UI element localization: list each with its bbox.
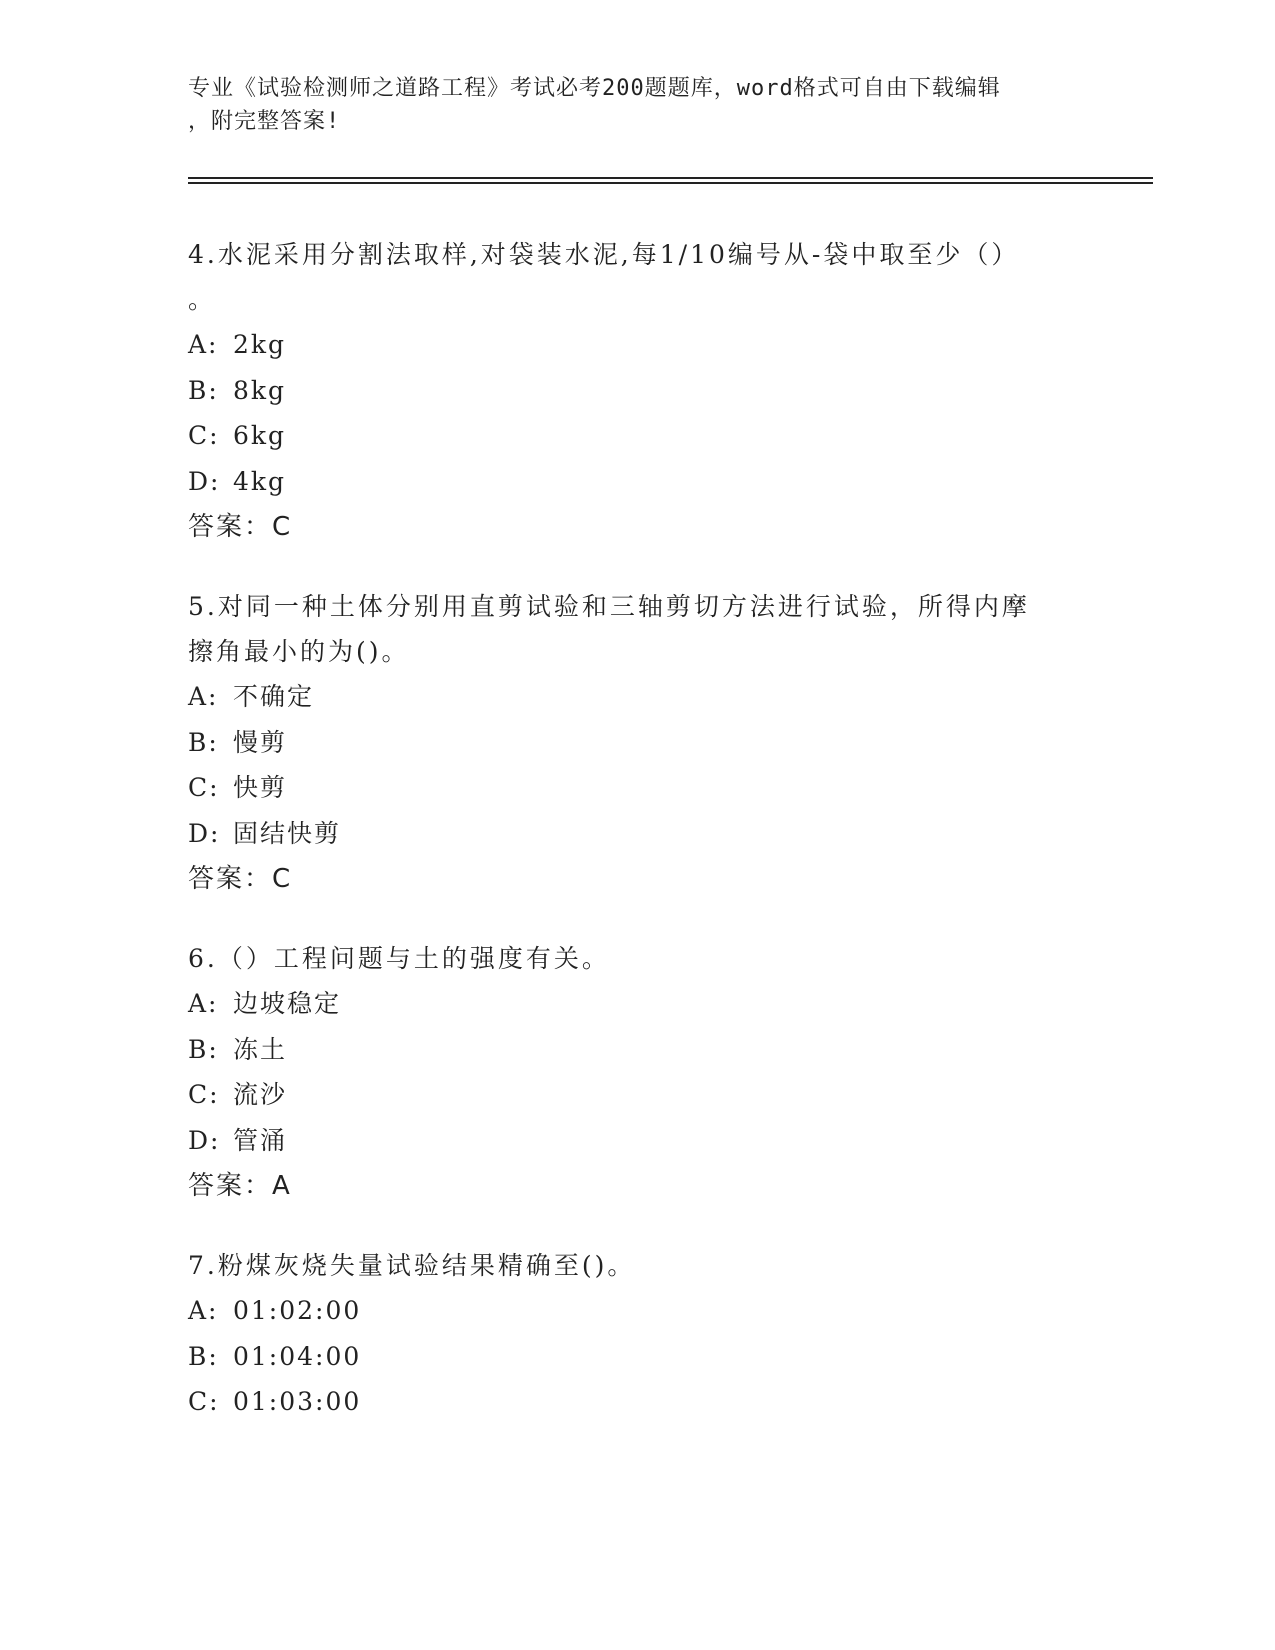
header-divider-bottom [188,182,1153,184]
question-4-answer: 答案：C [188,512,293,542]
question-7-option-b [188,1334,1088,1380]
option-key: A: [188,1296,219,1325]
question-5-option-d [188,811,1088,857]
question-5-stem-line-2: 擦角最小的为()。 [188,637,410,666]
question-7-stem-line-1: 7.粉煤灰烧失量试验结果精确至()。 [188,1251,636,1280]
option-text: 流沙 [233,1080,288,1109]
question-4-option-a [188,322,1088,368]
option-key: C: [188,1080,220,1109]
option-text: 固结快剪 [233,818,342,848]
option-key: D: [188,466,221,496]
question-6-stem-line-1: 6.（）工程问题与土的强度有关。 [188,944,610,973]
question-5-stem-line-1: 5.对同一种土体分别用直剪试验和三轴剪切方法进行试验，所得内摩 [188,592,1030,621]
option-key: B: [188,375,219,405]
option-text: 管涌 [233,1125,288,1155]
header-title-line-2: ，附完整答案! [188,109,341,134]
option-key: C: [188,773,220,802]
question-6-answer: 答案：A [188,1171,292,1201]
question-4-option-b [188,368,1088,414]
option-text: 01:03:00 [233,1387,362,1416]
question-5-option-c [188,765,1088,811]
question-6 [188,936,1088,1209]
question-7 [188,1243,1088,1425]
question-4-option-c [188,413,1088,459]
option-key: D: [188,1125,221,1155]
header-divider-top [188,177,1153,179]
option-key: C: [188,1387,220,1416]
question-5 [188,584,1088,902]
question-4-option-d [188,459,1088,505]
option-key: A: [188,330,219,359]
question-5-option-b [188,720,1088,766]
option-text: 快剪 [233,773,288,802]
question-7-option-a [188,1288,1088,1334]
option-key: B: [188,727,219,757]
option-key: A: [188,989,219,1018]
header-title-line-1: 专业《试验检测师之道路工程》考试必考200题题库，word格式可自由下载编辑 [188,76,1001,101]
option-text: 01:04:00 [233,1341,362,1371]
option-text: 6kg [233,421,287,450]
option-text: 8kg [233,375,287,405]
option-key: B: [188,1034,219,1064]
question-5-option-a [188,674,1088,720]
option-text: 4kg [233,466,287,496]
option-key: A: [188,682,219,711]
question-6-option-c [188,1072,1088,1118]
option-text: 01:02:00 [233,1296,362,1325]
option-text: 2kg [233,330,287,359]
document-header [188,72,1068,138]
option-text: 冻土 [233,1034,288,1064]
option-key: D: [188,818,221,848]
option-key: B: [188,1341,219,1371]
question-6-option-d [188,1118,1088,1164]
question-4-stem-line-1: 4.水泥采用分割法取样,对袋装水泥,每1/10编号从-袋中取至少（） [188,240,1020,269]
question-5-answer: 答案：C [188,864,293,894]
option-text: 不确定 [233,682,315,711]
question-6-option-b [188,1027,1088,1073]
question-6-option-a [188,981,1088,1027]
option-text: 边坡稳定 [233,989,342,1018]
question-7-option-c [188,1379,1088,1425]
question-4 [188,232,1088,550]
option-text: 慢剪 [233,727,288,757]
question-list [188,232,1088,1459]
question-4-stem-line-2: 。 [188,285,217,314]
option-key: C: [188,421,220,450]
